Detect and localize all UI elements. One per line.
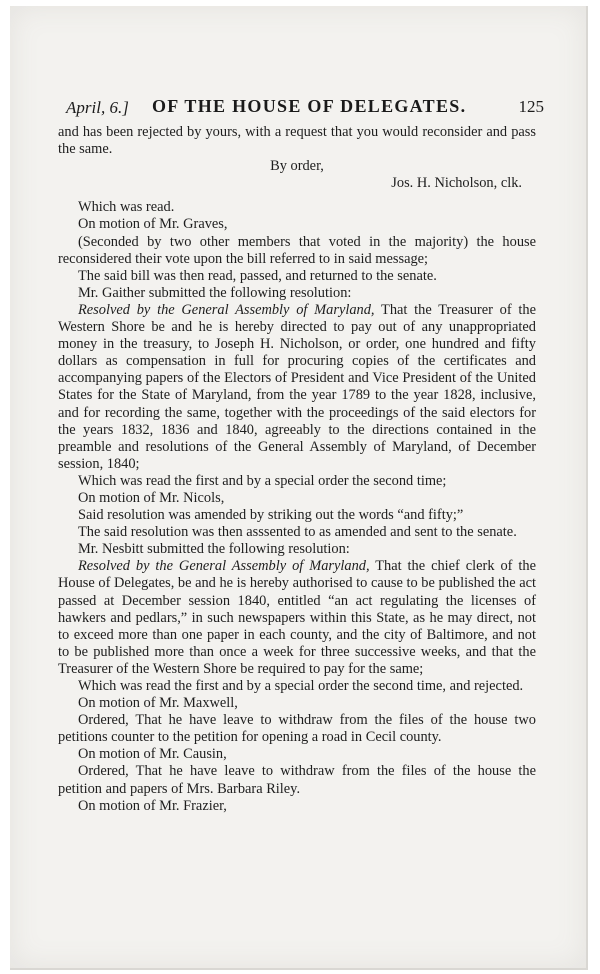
paragraph-rejected: Which was read the first and by a special order the second time, and rejected. <box>78 678 524 694</box>
clerk-signature: Jos. H. Nicholson, clk. <box>391 175 522 192</box>
running-header <box>66 96 544 120</box>
paragraph-gaither-resolution: Mr. Gaither submitted the following resolution: <box>78 284 352 301</box>
resolution-body: That the Treasurer of the Western Shore be and he is hereby directed to pay out of any unappropriated money in the treasury, to Joseph H. Nicholson, or order, one hundred and fifty dollars as compensation in full for procuring copies of the certificates and accompanying papers of the Electors of President and Vice President of the United States for the State of Maryland, from the year 1789 to the year 1828, inclusive, and for recording the same, together with the proceedings of the said electors for the years 1832, 1836 and 1840, agreeably to the directions contained in the preamble and resolutions of the General Assembly of Maryland, of December session, 1840; <box>58 301 537 472</box>
paragraph-ordered-maxwell: Ordered, That he have leave to withdraw from the files of the house two petitions counter to the petition for opening a road in Cecil county. <box>58 712 536 746</box>
paragraph-resolution-clerk <box>58 558 536 678</box>
paragraph-motion-nicols: On motion of Mr. Nicols, <box>78 489 225 506</box>
paragraph-motion-maxwell: On motion of Mr. Maxwell, <box>78 695 238 712</box>
page-number: 125 <box>518 97 544 116</box>
running-header-title: OF THE HOUSE OF DELEGATES. <box>152 96 467 116</box>
paragraph-motion-graves: On motion of Mr. Graves, <box>78 216 228 233</box>
paragraph-assented: The said resolution was then asssented to as amended and sent to the senate. <box>78 524 517 541</box>
paragraph-bill-passed: The said bill was then read, passed, and returned to the senate. <box>78 267 437 284</box>
resolution-lead-italic: Resolved by the General Assembly of Maryland, <box>78 558 370 575</box>
by-order-line: By order, <box>270 158 324 175</box>
paragraph-which-was-read: Which was read. <box>78 199 175 216</box>
paragraph-continuation: and has been rejected by yours, with a request that you would reconsider and pass the same. <box>58 124 536 158</box>
body-text <box>58 124 536 815</box>
resolution-body: That the chief clerk of the House of Delegates, be and he is hereby authorised to cause to be published the act passed at December session 1840, entitled “an act regulating the licenses of hawkers and pedlars,” in such newspapers within this State, as he may direct, not to exceed more than one paper in each county, and the city of Baltimore, and not to be published more than once a week for three successive weeks, and that the Treasurer of the Western Shore be required to pay for the same; <box>58 558 536 677</box>
bleed-through-text <box>185 64 555 84</box>
paragraph-motion-frazier: On motion of Mr. Frazier, <box>78 797 227 814</box>
resolution-lead-italic: Resolved by the General Assembly of Maryland, <box>78 301 375 318</box>
paragraph-motion-causin: On motion of Mr. Causin, <box>78 746 227 763</box>
paragraph-read-first-second: Which was read the first and by a special order the second time; <box>78 472 447 489</box>
paragraph-amended: Said resolution was amended by striking out the words “and fifty;” <box>78 507 464 524</box>
paragraph-resolution-treasurer <box>58 302 536 473</box>
paragraph-nesbitt-resolution: Mr. Nesbitt submitted the following resolution: <box>78 541 350 558</box>
paragraph-seconded: (Seconded by two other members that voted in the majority) the house reconsidered their vote upon the bill referred to in said message; <box>58 233 536 267</box>
paragraph-ordered-causin: Ordered, That he have leave to withdraw from the files of the house the petition and papers of Mrs. Barbara Riley. <box>58 763 536 797</box>
running-header-date: April, 6.] <box>66 98 129 117</box>
